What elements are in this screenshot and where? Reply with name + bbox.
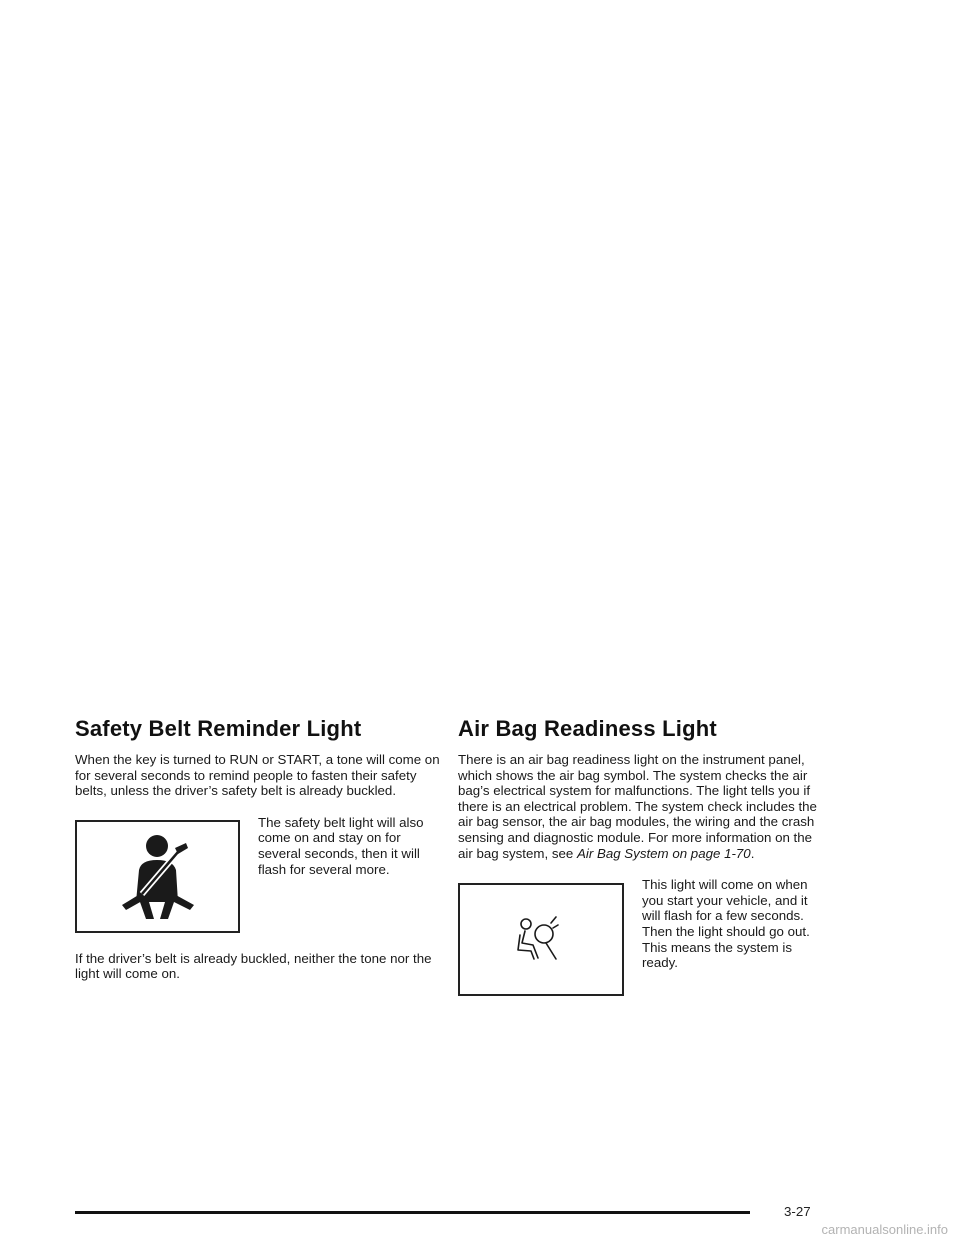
safety-belt-section <box>75 716 440 982</box>
safety-belt-figure-row <box>75 815 440 933</box>
air-bag-figure-row <box>458 877 823 996</box>
safety-belt-intro: When the key is turned to RUN or START, a tone will come on for several seconds to remind people to fasten their safety belts, unless the driver’s safety belt is already buckled. <box>75 752 440 799</box>
watermark: carmanualsonline.info <box>821 1222 948 1237</box>
safety-belt-heading: Safety Belt Reminder Light <box>75 716 362 741</box>
air-bag-intro-text: There is an air bag readiness light on the instrument panel, which shows the air bag symbol. The system checks the air bag’s electrical system for malfunctions. The light tells you if there is an electrical problem. The system check includes the air bag sensor, the air bag modules, the wiring and the crash sensing and diagnostic module. For more information on the air bag system, see <box>458 752 817 861</box>
air-bag-heading: Air Bag Readiness Light <box>458 716 717 741</box>
page-number: 3-27 <box>784 1204 811 1219</box>
air-bag-light-icon-box <box>458 883 624 996</box>
footer-rule <box>75 1211 750 1214</box>
air-bag-intro <box>458 752 823 861</box>
air-bag-intro-end: . <box>750 845 755 861</box>
air-bag-occupant-icon <box>511 910 571 970</box>
safety-belt-outro: If the driver’s belt is already buckled, neither the tone nor the light will come on. <box>75 950 432 982</box>
safety-belt-light-icon-box <box>75 820 240 933</box>
air-bag-side-text: This light will come on when you start your vehicle, and it will flash for a few seconds. Then the light should go out. This means the system is ready. <box>642 877 810 971</box>
safety-belt-side-text: The safety belt light will also come on and stay on for several seconds, then it will flash for several more. <box>258 814 424 877</box>
safety-belt-person-icon <box>108 826 208 926</box>
air-bag-section <box>458 716 823 996</box>
air-bag-system-reference: Air Bag System on page 1-70 <box>577 845 751 861</box>
